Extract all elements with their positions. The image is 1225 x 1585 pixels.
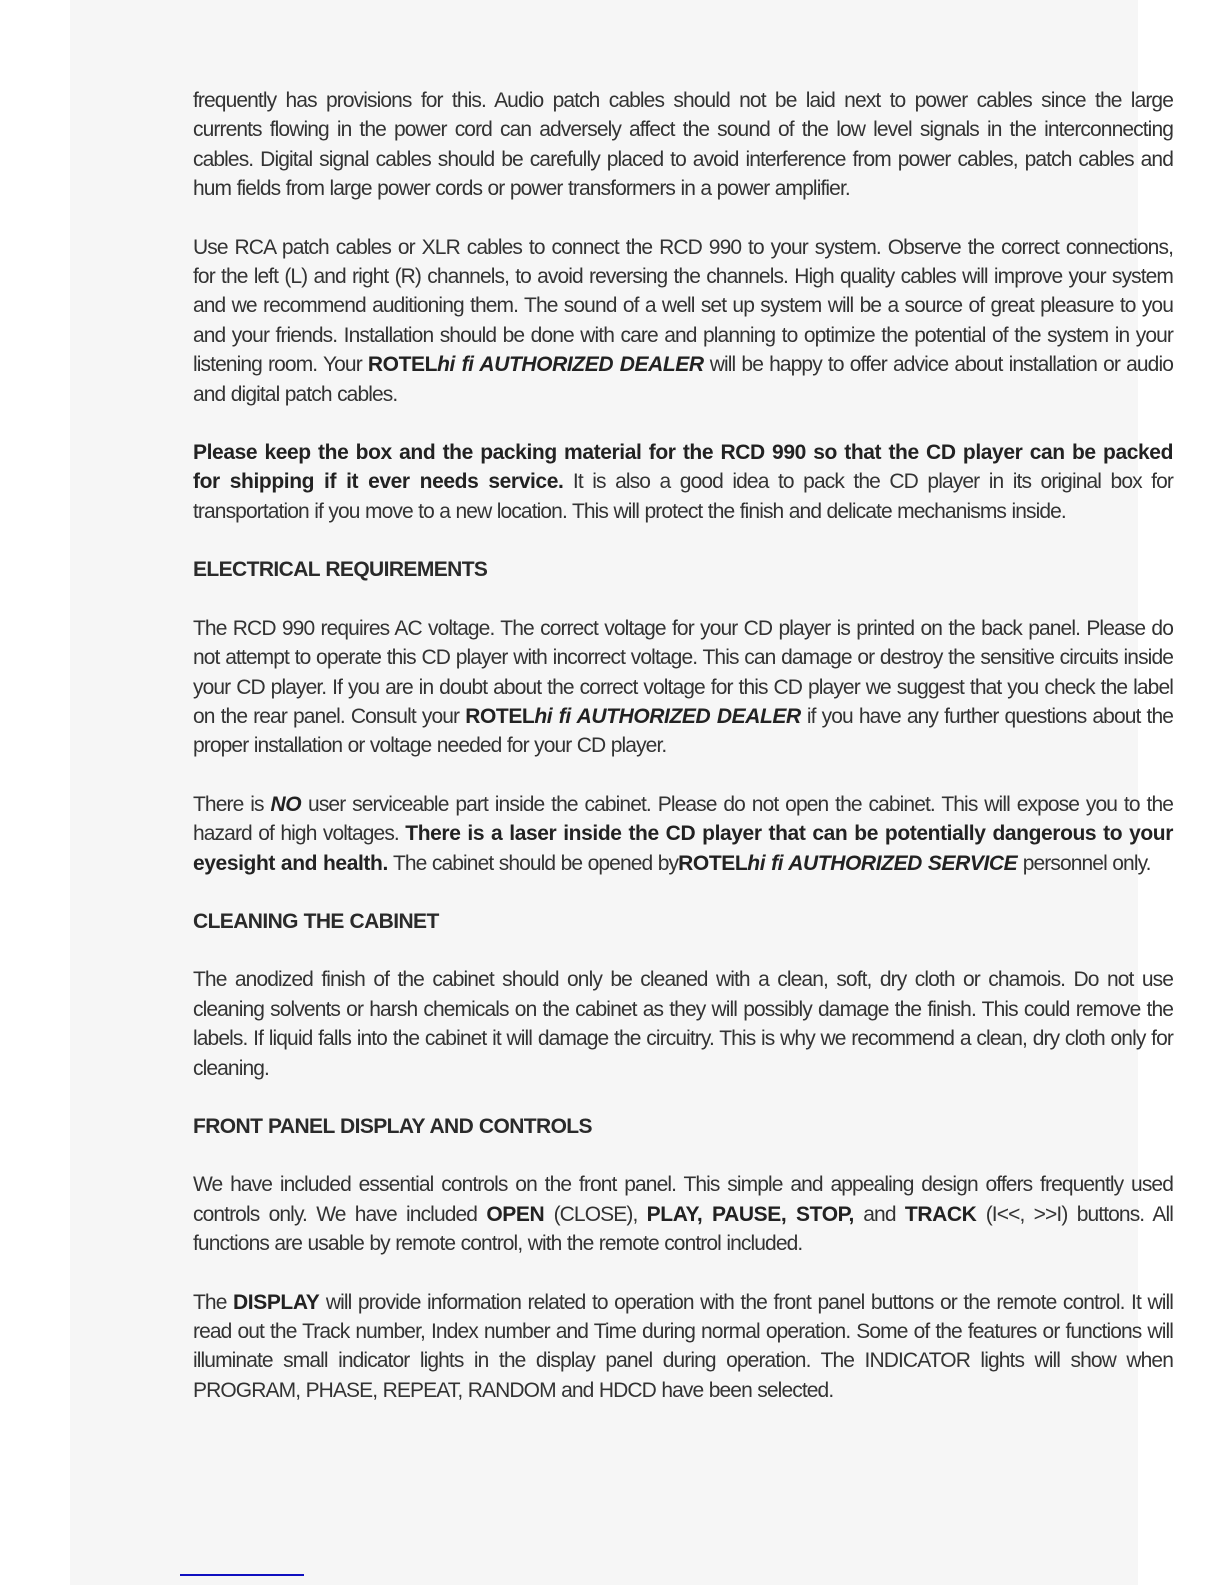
text-run: We have included essential controls on the front panel. This simple and appealing design offers frequently used controls only. We have included — [193, 1173, 1173, 1226]
text-run: if you have any further questions about the proper installation or voltage needed for your CD player. — [193, 704, 1174, 758]
emphasized-text: NO — [270, 792, 302, 816]
emphasized-text: hi fi AUTHORIZED SERVICE — [747, 851, 1018, 875]
text-run: will provide information related to operation with the front panel buttons or the remote control. It will read out the Track number, Index number and Time during normal operation. Some of the features or functions will illuminate small indicator lights in the display panel during operation. The INDICATOR lights will show when PROGRAM, PHASE, REPEAT, RANDOM and HDCD have been selected. — [193, 1290, 1174, 1402]
emphasized-text: hi fi AUTHORIZED DEALER — [437, 353, 704, 377]
paragraph — [193, 438, 1173, 526]
emphasized-text: ROTEL — [465, 704, 535, 728]
text-run: The cabinet should be opened by — [387, 851, 679, 875]
text-run: and — [853, 1202, 905, 1226]
paragraph — [193, 790, 1173, 878]
paragraph — [193, 614, 1173, 761]
emphasized-text: OPEN — [486, 1202, 545, 1226]
text-run: personnel only. — [1017, 851, 1151, 875]
text-run: The RCD 990 requires AC voltage. The correct voltage for your CD player is printed on the back panel. Please do not attempt to operate this CD player with incorrect voltage. This can damage or destroy the sensitive circuits inside your CD player. If you are in doubt about the correct voltage for this CD player we suggest that you check the label on the rear panel. Consult your — [193, 616, 1173, 728]
text-run: There is — [193, 792, 271, 816]
text-run: (CLOSE), — [544, 1202, 647, 1226]
paragraph — [193, 86, 1173, 204]
emphasized-text: DISPLAY — [233, 1290, 320, 1314]
emphasized-text: hi fi AUTHORIZED DEALER — [534, 704, 801, 728]
text-run: frequently has provisions for this. Audio patch cables should not be laid next to power cables since the large currents flowing in the power cord can adversely affect the sound of the low level signals in the interconnecting cables. Digital signal cables should be carefully placed to avoid interference from power cables, patch cables and hum fields from large power cords or power transformers in a power amplifier. — [193, 89, 1173, 201]
paragraph — [193, 1170, 1173, 1258]
section-heading — [193, 555, 1173, 584]
document-body — [193, 86, 1173, 1434]
text-run: will be happy to offer advice about installation or audio and digital patch cables. — [193, 353, 1173, 406]
emphasized-text: ROTEL — [678, 851, 748, 875]
section-heading — [193, 1112, 1173, 1141]
text-run: (I<<, >>I) buttons. All functions are usable by remote control, with the remote control included. — [193, 1202, 1173, 1256]
text-run: The anodized finish of the cabinet should only be cleaned with a clean, soft, dry cloth or chamois. Do not use cleaning solvents or harsh chemicals on the cabinet as they will possibly damage the finish. This could remove the labels. If liquid falls into the cabinet it will damage the circuitry. This is why we recommend a clean, dry cloth only for cleaning. — [193, 968, 1173, 1080]
text-run: CLEANING THE CABINET — [193, 909, 439, 933]
emphasized-text: There is a laser inside the CD player that can be potentially dangerous to your eyesight and health. — [193, 822, 1173, 875]
paragraph — [193, 1288, 1173, 1406]
paragraph — [193, 965, 1173, 1083]
text-run: Use RCA patch cables or XLR cables to connect the RCD 990 to your system. Observe the correct connections, for the left (L) and right (R) channels, to avoid reversing the channels. High quality cables will improve your system and we recommend auditioning them. The sound of a well set up system will be a source of great pleasure to you and your friends. Installation should be done with care and planning to optimize the potential of the system in your listening room. Your — [193, 235, 1173, 377]
section-heading — [193, 907, 1173, 936]
emphasized-text: PLAY, PAUSE, STOP, — [646, 1202, 854, 1226]
emphasized-text: Please keep the box and the packing material for the RCD 990 so that the CD player can be packed for shipping if it ever needs service. — [193, 441, 1173, 494]
text-run: It is also a good idea to pack the CD player in its original box for transportation if you move to a new location. This will protect the finish and delicate mechanisms inside. — [193, 470, 1173, 523]
text-run: user serviceable part inside the cabinet. Please do not open the cabinet. This will expose you to the hazard of high voltages. — [193, 792, 1173, 846]
text-run: The — [193, 1290, 234, 1314]
emphasized-text: ROTEL — [367, 353, 438, 377]
footer-rule — [180, 1574, 304, 1576]
scanned-page — [70, 0, 1174, 1585]
paragraph — [193, 233, 1173, 409]
emphasized-text: TRACK — [904, 1202, 977, 1226]
text-run: FRONT PANEL DISPLAY AND CONTROLS — [193, 1114, 592, 1138]
text-run: ELECTRICAL REQUIREMENTS — [193, 558, 488, 582]
